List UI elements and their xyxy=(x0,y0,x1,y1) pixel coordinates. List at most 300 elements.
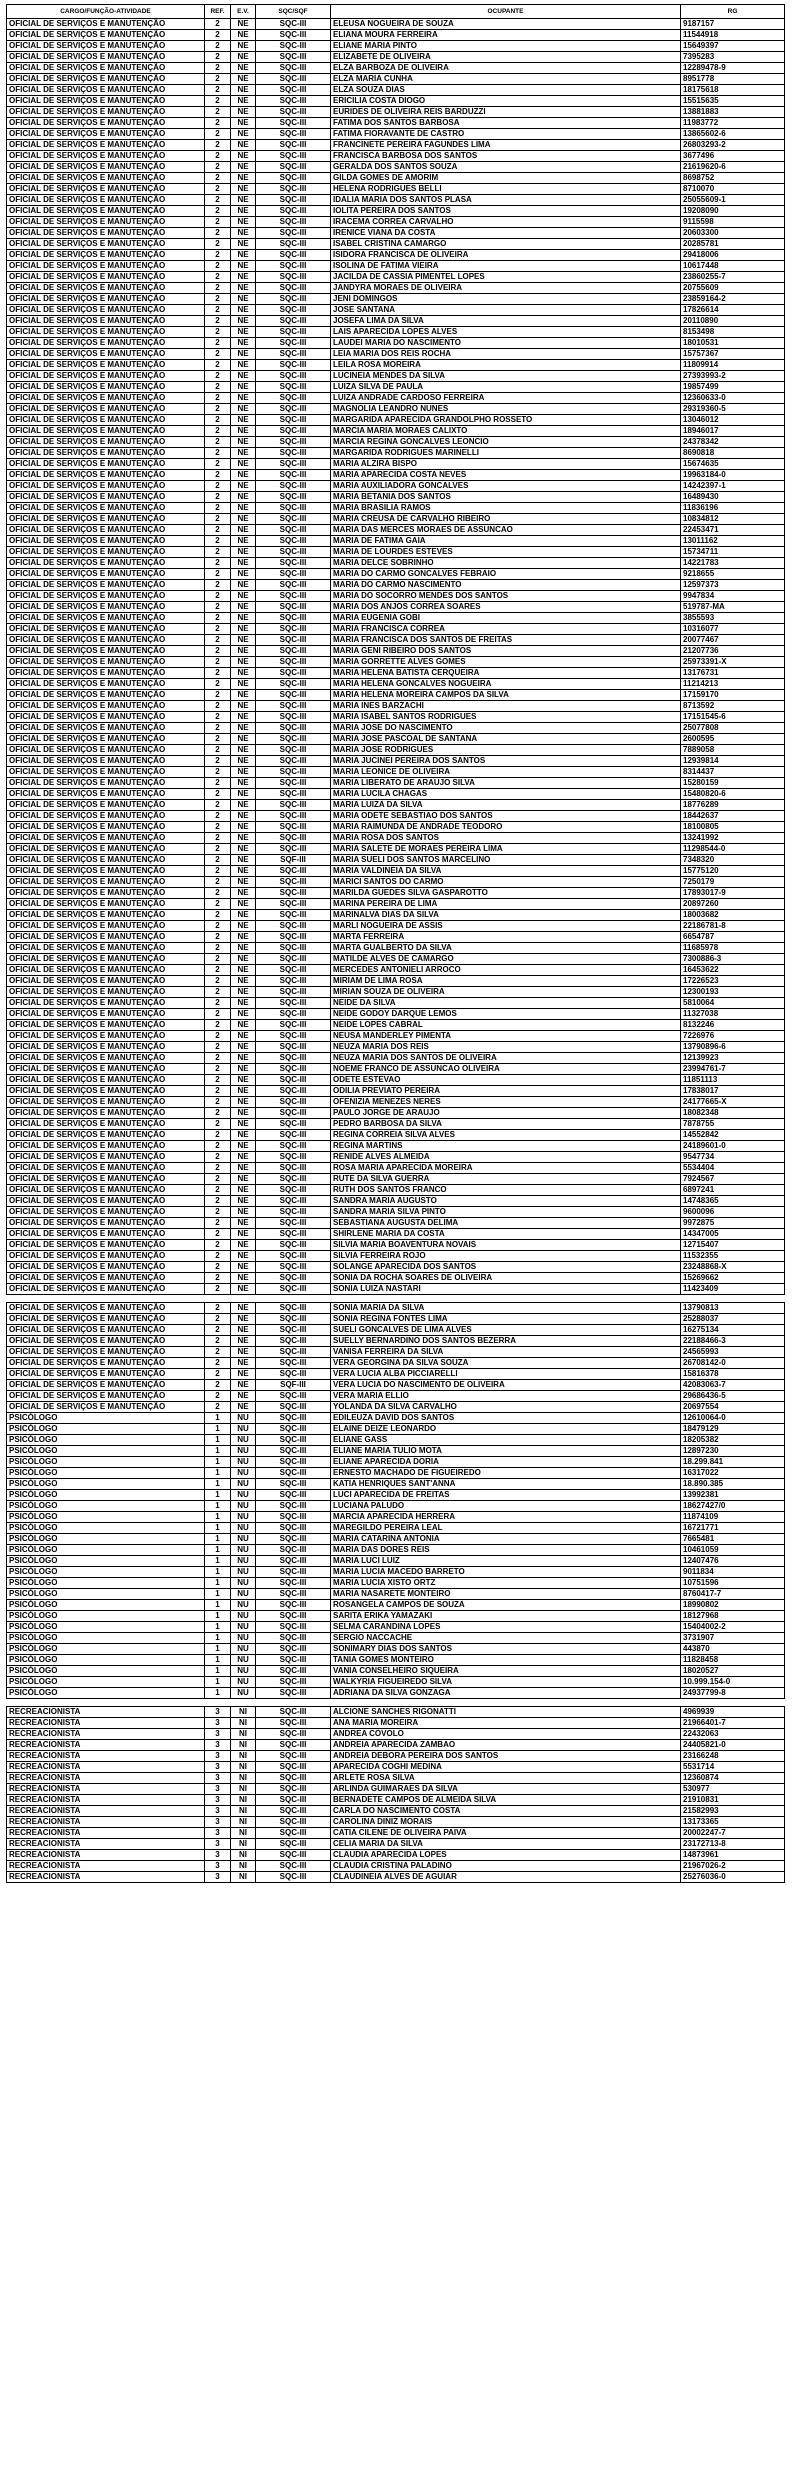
ev-cell: NE xyxy=(231,1042,256,1053)
table-row xyxy=(7,1795,785,1806)
rg-cell: 11327038 xyxy=(681,1009,785,1020)
ref-cell: 2 xyxy=(205,129,231,140)
table-row xyxy=(7,1784,785,1795)
ev-cell: NE xyxy=(231,844,256,855)
sqc-cell: SQC-III xyxy=(256,1303,331,1314)
table-row xyxy=(7,525,785,536)
table-row xyxy=(7,1119,785,1130)
rg-cell: 11214213 xyxy=(681,679,785,690)
ref-cell: 2 xyxy=(205,1053,231,1064)
ev-cell: NE xyxy=(231,261,256,272)
ev-cell: NE xyxy=(231,613,256,624)
ocupante-cell: ELZA SOUZA DIAS xyxy=(331,85,681,96)
ocupante-cell: SILVIA FERREIRA ROJO xyxy=(331,1251,681,1262)
rg-cell: 8153498 xyxy=(681,327,785,338)
table-row xyxy=(7,701,785,712)
cargo-cell: OFICIAL DE SERVIÇOS E MANUTENÇÃO xyxy=(7,195,205,206)
ocupante-cell: JOSE SANTANA xyxy=(331,305,681,316)
ref-cell: 2 xyxy=(205,723,231,734)
ev-cell: NU xyxy=(231,1545,256,1556)
ocupante-cell: MARIA JOSE DO NASCIMENTO xyxy=(331,723,681,734)
ref-cell: 2 xyxy=(205,327,231,338)
sqc-cell: SQC-III xyxy=(256,1633,331,1644)
rg-cell: 14552842 xyxy=(681,1130,785,1141)
sqc-cell: SQC-III xyxy=(256,74,331,85)
ev-cell: NI xyxy=(231,1740,256,1751)
sqc-cell: SQC-III xyxy=(256,426,331,437)
ref-cell: 2 xyxy=(205,250,231,261)
sqc-cell: SQC-III xyxy=(256,96,331,107)
ref-cell: 2 xyxy=(205,492,231,503)
rg-cell: 9947834 xyxy=(681,591,785,602)
sqc-cell: SQC-III xyxy=(256,107,331,118)
cargo-cell: PSICÓLOGO xyxy=(7,1457,205,1468)
sqc-cell: SQC-III xyxy=(256,1784,331,1795)
sqc-cell: SQC-III xyxy=(256,1075,331,1086)
ev-cell: NI xyxy=(231,1806,256,1817)
rg-cell: 17226523 xyxy=(681,976,785,987)
ev-cell: NE xyxy=(231,624,256,635)
table-row xyxy=(7,602,785,613)
table-row xyxy=(7,1174,785,1185)
table-row xyxy=(7,1130,785,1141)
sqc-cell: SQC-III xyxy=(256,1644,331,1655)
table-row xyxy=(7,778,785,789)
rg-cell: 3855593 xyxy=(681,613,785,624)
ev-cell: NE xyxy=(231,30,256,41)
ev-cell: NE xyxy=(231,657,256,668)
sqc-cell: SQC-III xyxy=(256,1707,331,1718)
ocupante-cell: LUIZA SILVA DE PAULA xyxy=(331,382,681,393)
table-row xyxy=(7,1358,785,1369)
ref-cell: 2 xyxy=(205,107,231,118)
table-row xyxy=(7,250,785,261)
rg-cell: 21582993 xyxy=(681,1806,785,1817)
ocupante-cell: FATIMA FIORAVANTE DE CASTRO xyxy=(331,129,681,140)
cargo-cell: OFICIAL DE SERVIÇOS E MANUTENÇÃO xyxy=(7,635,205,646)
cargo-cell: OFICIAL DE SERVIÇOS E MANUTENÇÃO xyxy=(7,1251,205,1262)
sqc-cell: SQC-III xyxy=(256,701,331,712)
table-row xyxy=(7,822,785,833)
cargo-cell: OFICIAL DE SERVIÇOS E MANUTENÇÃO xyxy=(7,1314,205,1325)
cargo-cell: OFICIAL DE SERVIÇOS E MANUTENÇÃO xyxy=(7,1031,205,1042)
table-row xyxy=(7,954,785,965)
ocupante-cell: MARIA GENI RIBEIRO DOS SANTOS xyxy=(331,646,681,657)
cargo-cell: OFICIAL DE SERVIÇOS E MANUTENÇÃO xyxy=(7,558,205,569)
sqc-cell: SQC-III xyxy=(256,602,331,613)
table-row xyxy=(7,1108,785,1119)
sqc-cell: SQC-III xyxy=(256,756,331,767)
ocupante-cell: MARIA JOSE RODRIGUES xyxy=(331,745,681,756)
ref-cell: 2 xyxy=(205,173,231,184)
ref-cell: 2 xyxy=(205,1163,231,1174)
cargo-cell: OFICIAL DE SERVIÇOS E MANUTENÇÃO xyxy=(7,360,205,371)
ev-cell: NE xyxy=(231,459,256,470)
table-row xyxy=(7,745,785,756)
ev-cell: NU xyxy=(231,1567,256,1578)
ref-cell: 2 xyxy=(205,195,231,206)
cargo-cell: OFICIAL DE SERVIÇOS E MANUTENÇÃO xyxy=(7,712,205,723)
rg-cell: 16489430 xyxy=(681,492,785,503)
table-row xyxy=(7,1762,785,1773)
cargo-cell: OFICIAL DE SERVIÇOS E MANUTENÇÃO xyxy=(7,415,205,426)
ev-cell: NE xyxy=(231,932,256,943)
ref-cell: 2 xyxy=(205,899,231,910)
sqc-cell: SQC-III xyxy=(256,1567,331,1578)
ocupante-cell: NEIDE LOPES CABRAL xyxy=(331,1020,681,1031)
rg-cell: 24405821-0 xyxy=(681,1740,785,1751)
rg-cell: 13790896-6 xyxy=(681,1042,785,1053)
ref-cell: 1 xyxy=(205,1567,231,1578)
ocupante-cell: MARIA DELCE SOBRINHO xyxy=(331,558,681,569)
cargo-cell: OFICIAL DE SERVIÇOS E MANUTENÇÃO xyxy=(7,767,205,778)
sqc-cell: SQC-III xyxy=(256,1795,331,1806)
rg-cell: 3731907 xyxy=(681,1633,785,1644)
sqc-cell: SQC-III xyxy=(256,1424,331,1435)
sqc-cell: SQC-III xyxy=(256,118,331,129)
ocupante-cell: CLAUDIA CRISTINA PALADINO xyxy=(331,1861,681,1872)
rg-cell: 9115598 xyxy=(681,217,785,228)
ocupante-cell: SONIA LUIZA NASTARI xyxy=(331,1284,681,1295)
sqc-cell: SQC-III xyxy=(256,1622,331,1633)
ref-cell: 2 xyxy=(205,74,231,85)
table-row xyxy=(7,261,785,272)
ev-cell: NE xyxy=(231,1119,256,1130)
rg-cell: 19208090 xyxy=(681,206,785,217)
table-row xyxy=(7,580,785,591)
rg-cell: 13790813 xyxy=(681,1303,785,1314)
table-row xyxy=(7,657,785,668)
ocupante-cell: ELZA MARIA CUNHA xyxy=(331,74,681,85)
table-row xyxy=(7,52,785,63)
ocupante-cell: WALKYRIA FIGUEIREDO SILVA xyxy=(331,1677,681,1688)
table-row xyxy=(7,481,785,492)
rg-cell: 10316077 xyxy=(681,624,785,635)
ocupante-cell: CLAUDINEIA ALVES DE AGUIAR xyxy=(331,1872,681,1883)
table-row xyxy=(7,96,785,107)
sqc-cell: SQC-III xyxy=(256,283,331,294)
ocupante-cell: LUIZA ANDRADE CARDOSO FERREIRA xyxy=(331,393,681,404)
rg-cell: 22453471 xyxy=(681,525,785,536)
ocupante-cell: MARIA LUIZA DA SILVA xyxy=(331,800,681,811)
table-row xyxy=(7,1773,785,1784)
ref-cell: 2 xyxy=(205,602,231,613)
ev-cell: NE xyxy=(231,1314,256,1325)
cargo-cell: OFICIAL DE SERVIÇOS E MANUTENÇÃO xyxy=(7,668,205,679)
ev-cell: NI xyxy=(231,1729,256,1740)
cargo-cell: OFICIAL DE SERVIÇOS E MANUTENÇÃO xyxy=(7,151,205,162)
table-row xyxy=(7,162,785,173)
table-row xyxy=(7,624,785,635)
table-row xyxy=(7,426,785,437)
rg-cell: 7924567 xyxy=(681,1174,785,1185)
table-row xyxy=(7,1273,785,1284)
table-row xyxy=(7,1380,785,1391)
ocupante-cell: IRACEMA CORREA CARVALHO xyxy=(331,217,681,228)
ocupante-cell: RUTH DOS SANTOS FRANCO xyxy=(331,1185,681,1196)
ocupante-cell: ANDREIA APARECIDA ZAMBAO xyxy=(331,1740,681,1751)
ocupante-cell: REGINA CORREIA SILVA ALVES xyxy=(331,1130,681,1141)
cargo-cell: OFICIAL DE SERVIÇOS E MANUTENÇÃO xyxy=(7,1119,205,1130)
ref-cell: 2 xyxy=(205,1141,231,1152)
ref-cell: 2 xyxy=(205,1130,231,1141)
sqc-cell: SQC-III xyxy=(256,1391,331,1402)
rg-cell: 20285781 xyxy=(681,239,785,250)
cargo-cell: OFICIAL DE SERVIÇOS E MANUTENÇÃO xyxy=(7,855,205,866)
ev-cell: NU xyxy=(231,1523,256,1534)
ev-cell: NE xyxy=(231,1262,256,1273)
ev-cell: NE xyxy=(231,1185,256,1196)
sqc-cell: SQC-III xyxy=(256,987,331,998)
ev-cell: NE xyxy=(231,371,256,382)
cargo-cell: PSICÓLOGO xyxy=(7,1567,205,1578)
sqc-cell: SQC-III xyxy=(256,1556,331,1567)
ref-cell: 2 xyxy=(205,1402,231,1413)
ev-cell: NU xyxy=(231,1688,256,1699)
sqc-cell: SQC-III xyxy=(256,899,331,910)
table-row xyxy=(7,1413,785,1424)
ref-cell: 1 xyxy=(205,1633,231,1644)
ref-cell: 2 xyxy=(205,613,231,624)
ocupante-cell: MARTA GUALBERTO DA SILVA xyxy=(331,943,681,954)
sqc-cell: SQC-III xyxy=(256,1064,331,1075)
cargo-cell: OFICIAL DE SERVIÇOS E MANUTENÇÃO xyxy=(7,1163,205,1174)
rg-cell: 21967026-2 xyxy=(681,1861,785,1872)
table-row xyxy=(7,1075,785,1086)
table-row xyxy=(7,415,785,426)
ev-cell: NI xyxy=(231,1751,256,1762)
sqc-cell: SQC-III xyxy=(256,338,331,349)
ocupante-cell: MARILDA GUEDES SILVA GASPAROTTO xyxy=(331,888,681,899)
table-row xyxy=(7,1729,785,1740)
header-ev: E.V. xyxy=(231,5,256,19)
table-row xyxy=(7,1163,785,1174)
rg-cell: 12407476 xyxy=(681,1556,785,1567)
table-row xyxy=(7,1207,785,1218)
rg-cell: 23994761-7 xyxy=(681,1064,785,1075)
rg-cell: 20755609 xyxy=(681,283,785,294)
ref-cell: 1 xyxy=(205,1600,231,1611)
table-row xyxy=(7,459,785,470)
rg-cell: 2600595 xyxy=(681,734,785,745)
rg-cell: 15775120 xyxy=(681,866,785,877)
rg-cell: 23860255-7 xyxy=(681,272,785,283)
rg-cell: 9187157 xyxy=(681,19,785,30)
ev-cell: NE xyxy=(231,1174,256,1185)
rg-cell: 12715407 xyxy=(681,1240,785,1251)
rg-cell: 7395283 xyxy=(681,52,785,63)
ocupante-cell: NEUSA MANDERLEY PIMENTA xyxy=(331,1031,681,1042)
ocupante-cell: ARLETE ROSA SILVA xyxy=(331,1773,681,1784)
sqc-cell: SQC-III xyxy=(256,833,331,844)
rg-cell: 11809914 xyxy=(681,360,785,371)
cargo-cell: PSICÓLOGO xyxy=(7,1446,205,1457)
rg-cell: 24565993 xyxy=(681,1347,785,1358)
ref-cell: 2 xyxy=(205,1347,231,1358)
ev-cell: NE xyxy=(231,63,256,74)
ev-cell: NI xyxy=(231,1872,256,1883)
ref-cell: 2 xyxy=(205,1031,231,1042)
ev-cell: NE xyxy=(231,701,256,712)
cargo-cell: OFICIAL DE SERVIÇOS E MANUTENÇÃO xyxy=(7,349,205,360)
rg-cell: 8314437 xyxy=(681,767,785,778)
sqc-cell: SQC-III xyxy=(256,789,331,800)
ocupante-cell: IDALIA MARIA DOS SANTOS PLASA xyxy=(331,195,681,206)
cargo-cell: OFICIAL DE SERVIÇOS E MANUTENÇÃO xyxy=(7,811,205,822)
rg-cell: 24378342 xyxy=(681,437,785,448)
table-row xyxy=(7,404,785,415)
ref-cell: 2 xyxy=(205,393,231,404)
rg-cell: 9600096 xyxy=(681,1207,785,1218)
ev-cell: NI xyxy=(231,1707,256,1718)
ocupante-cell: JANDYRA MORAES DE OLIVEIRA xyxy=(331,283,681,294)
cargo-cell: OFICIAL DE SERVIÇOS E MANUTENÇÃO xyxy=(7,701,205,712)
ocupante-cell: MARIA DE LOURDES ESTEVES xyxy=(331,547,681,558)
ev-cell: NE xyxy=(231,173,256,184)
ref-cell: 3 xyxy=(205,1795,231,1806)
ev-cell: NE xyxy=(231,569,256,580)
cargo-cell: OFICIAL DE SERVIÇOS E MANUTENÇÃO xyxy=(7,646,205,657)
ocupante-cell: ELIANE APARECIDA DORIA xyxy=(331,1457,681,1468)
ref-cell: 3 xyxy=(205,1751,231,1762)
table-row xyxy=(7,1872,785,1883)
rg-cell: 18205382 xyxy=(681,1435,785,1446)
ev-cell: NE xyxy=(231,679,256,690)
table-row xyxy=(7,1457,785,1468)
ocupante-cell: ANDREA COVOLO xyxy=(331,1729,681,1740)
cargo-cell: PSICÓLOGO xyxy=(7,1556,205,1567)
sqc-cell: SQC-III xyxy=(256,745,331,756)
cargo-cell: OFICIAL DE SERVIÇOS E MANUTENÇÃO xyxy=(7,1196,205,1207)
header-ref: REF. xyxy=(205,5,231,19)
cargo-cell: PSICÓLOGO xyxy=(7,1644,205,1655)
table-row xyxy=(7,19,785,30)
ev-cell: NE xyxy=(231,646,256,657)
ocupante-cell: MARIA ODETE SEBASTIAO DOS SANTOS xyxy=(331,811,681,822)
rg-cell: 10834812 xyxy=(681,514,785,525)
sqc-cell: SQC-III xyxy=(256,1402,331,1413)
table-row xyxy=(7,283,785,294)
ref-cell: 2 xyxy=(205,536,231,547)
sqc-cell: SQC-III xyxy=(256,1751,331,1762)
sqc-cell: SQC-III xyxy=(256,1666,331,1677)
rg-cell: 18.299.841 xyxy=(681,1457,785,1468)
cargo-cell: OFICIAL DE SERVIÇOS E MANUTENÇÃO xyxy=(7,591,205,602)
ev-cell: NU xyxy=(231,1490,256,1501)
cargo-cell: OFICIAL DE SERVIÇOS E MANUTENÇÃO xyxy=(7,833,205,844)
ev-cell: NE xyxy=(231,635,256,646)
ref-cell: 2 xyxy=(205,646,231,657)
cargo-cell: OFICIAL DE SERVIÇOS E MANUTENÇÃO xyxy=(7,800,205,811)
ref-cell: 1 xyxy=(205,1534,231,1545)
ocupante-cell: ELIZABETE DE OLIVEIRA xyxy=(331,52,681,63)
ev-cell: NI xyxy=(231,1817,256,1828)
cargo-cell: OFICIAL DE SERVIÇOS E MANUTENÇÃO xyxy=(7,1303,205,1314)
ev-cell: NE xyxy=(231,811,256,822)
ref-cell: 3 xyxy=(205,1729,231,1740)
cargo-cell: OFICIAL DE SERVIÇOS E MANUTENÇÃO xyxy=(7,899,205,910)
cargo-cell: OFICIAL DE SERVIÇOS E MANUTENÇÃO xyxy=(7,679,205,690)
table-header xyxy=(7,5,785,19)
cargo-cell: PSICÓLOGO xyxy=(7,1633,205,1644)
table-row xyxy=(7,789,785,800)
rg-cell: 25288037 xyxy=(681,1314,785,1325)
sqc-cell: SQC-III xyxy=(256,250,331,261)
cargo-cell: OFICIAL DE SERVIÇOS E MANUTENÇÃO xyxy=(7,844,205,855)
ev-cell: NE xyxy=(231,360,256,371)
table-row xyxy=(7,503,785,514)
ocupante-cell: SUELI GONCALVES DE LIMA ALVES xyxy=(331,1325,681,1336)
ocupante-cell: EDILEUZA DAVID DOS SANTOS xyxy=(331,1413,681,1424)
ev-cell: NE xyxy=(231,206,256,217)
ev-cell: NE xyxy=(231,1218,256,1229)
ev-cell: NE xyxy=(231,1380,256,1391)
sqc-cell: SQC-III xyxy=(256,1589,331,1600)
rg-cell: 18946017 xyxy=(681,426,785,437)
cargo-cell: OFICIAL DE SERVIÇOS E MANUTENÇÃO xyxy=(7,272,205,283)
ref-cell: 2 xyxy=(205,140,231,151)
rg-cell: 9547734 xyxy=(681,1152,785,1163)
ocupante-cell: SONIA MARIA DA SILVA xyxy=(331,1303,681,1314)
ev-cell: NE xyxy=(231,1303,256,1314)
ev-cell: NE xyxy=(231,954,256,965)
sqc-cell: SQC-III xyxy=(256,646,331,657)
ref-cell: 2 xyxy=(205,1358,231,1369)
sqc-cell: SQF-III xyxy=(256,1380,331,1391)
ocupante-cell: MARCIA REGINA GONCALVES LEONCIO xyxy=(331,437,681,448)
table-row xyxy=(7,998,785,1009)
table-row xyxy=(7,1666,785,1677)
ref-cell: 1 xyxy=(205,1589,231,1600)
sqc-cell: SQC-III xyxy=(256,63,331,74)
cargo-cell: OFICIAL DE SERVIÇOS E MANUTENÇÃO xyxy=(7,756,205,767)
rg-cell: 3677496 xyxy=(681,151,785,162)
ev-cell: NE xyxy=(231,1347,256,1358)
sqc-cell: SQC-III xyxy=(256,811,331,822)
rg-cell: 25276036-0 xyxy=(681,1872,785,1883)
rg-cell: 16453622 xyxy=(681,965,785,976)
cargo-cell: OFICIAL DE SERVIÇOS E MANUTENÇÃO xyxy=(7,327,205,338)
ref-cell: 1 xyxy=(205,1622,231,1633)
ocupante-cell: SUELLY BERNARDINO DOS SANTOS BEZERRA xyxy=(331,1336,681,1347)
ref-cell: 2 xyxy=(205,448,231,459)
ref-cell: 1 xyxy=(205,1523,231,1534)
ref-cell: 2 xyxy=(205,305,231,316)
table-row xyxy=(7,1718,785,1729)
ev-cell: NU xyxy=(231,1655,256,1666)
rg-cell: 20897260 xyxy=(681,899,785,910)
rg-cell: 11544918 xyxy=(681,30,785,41)
rg-cell: 13241992 xyxy=(681,833,785,844)
ref-cell: 2 xyxy=(205,998,231,1009)
header-cargo: CARGO/FUNÇÃO-ATIVIDADE xyxy=(7,5,205,19)
ref-cell: 1 xyxy=(205,1655,231,1666)
ocupante-cell: LAIS APARECIDA LOPES ALVES xyxy=(331,327,681,338)
cargo-cell: OFICIAL DE SERVIÇOS E MANUTENÇÃO xyxy=(7,1075,205,1086)
ref-cell: 2 xyxy=(205,1251,231,1262)
ocupante-cell: MARGARIDA APARECIDA GRANDOLPHO ROSSETO xyxy=(331,415,681,426)
table-row xyxy=(7,1086,785,1097)
rg-cell: 22188466-3 xyxy=(681,1336,785,1347)
sqc-cell: SQC-III xyxy=(256,1369,331,1380)
cargo-cell: OFICIAL DE SERVIÇOS E MANUTENÇÃO xyxy=(7,63,205,74)
ev-cell: NE xyxy=(231,1020,256,1031)
rg-cell: 12610064-0 xyxy=(681,1413,785,1424)
sqc-cell: SQC-III xyxy=(256,1479,331,1490)
ocupante-cell: TANIA GOMES MONTEIRO xyxy=(331,1655,681,1666)
sqc-cell: SQC-III xyxy=(256,536,331,547)
ref-cell: 2 xyxy=(205,349,231,360)
